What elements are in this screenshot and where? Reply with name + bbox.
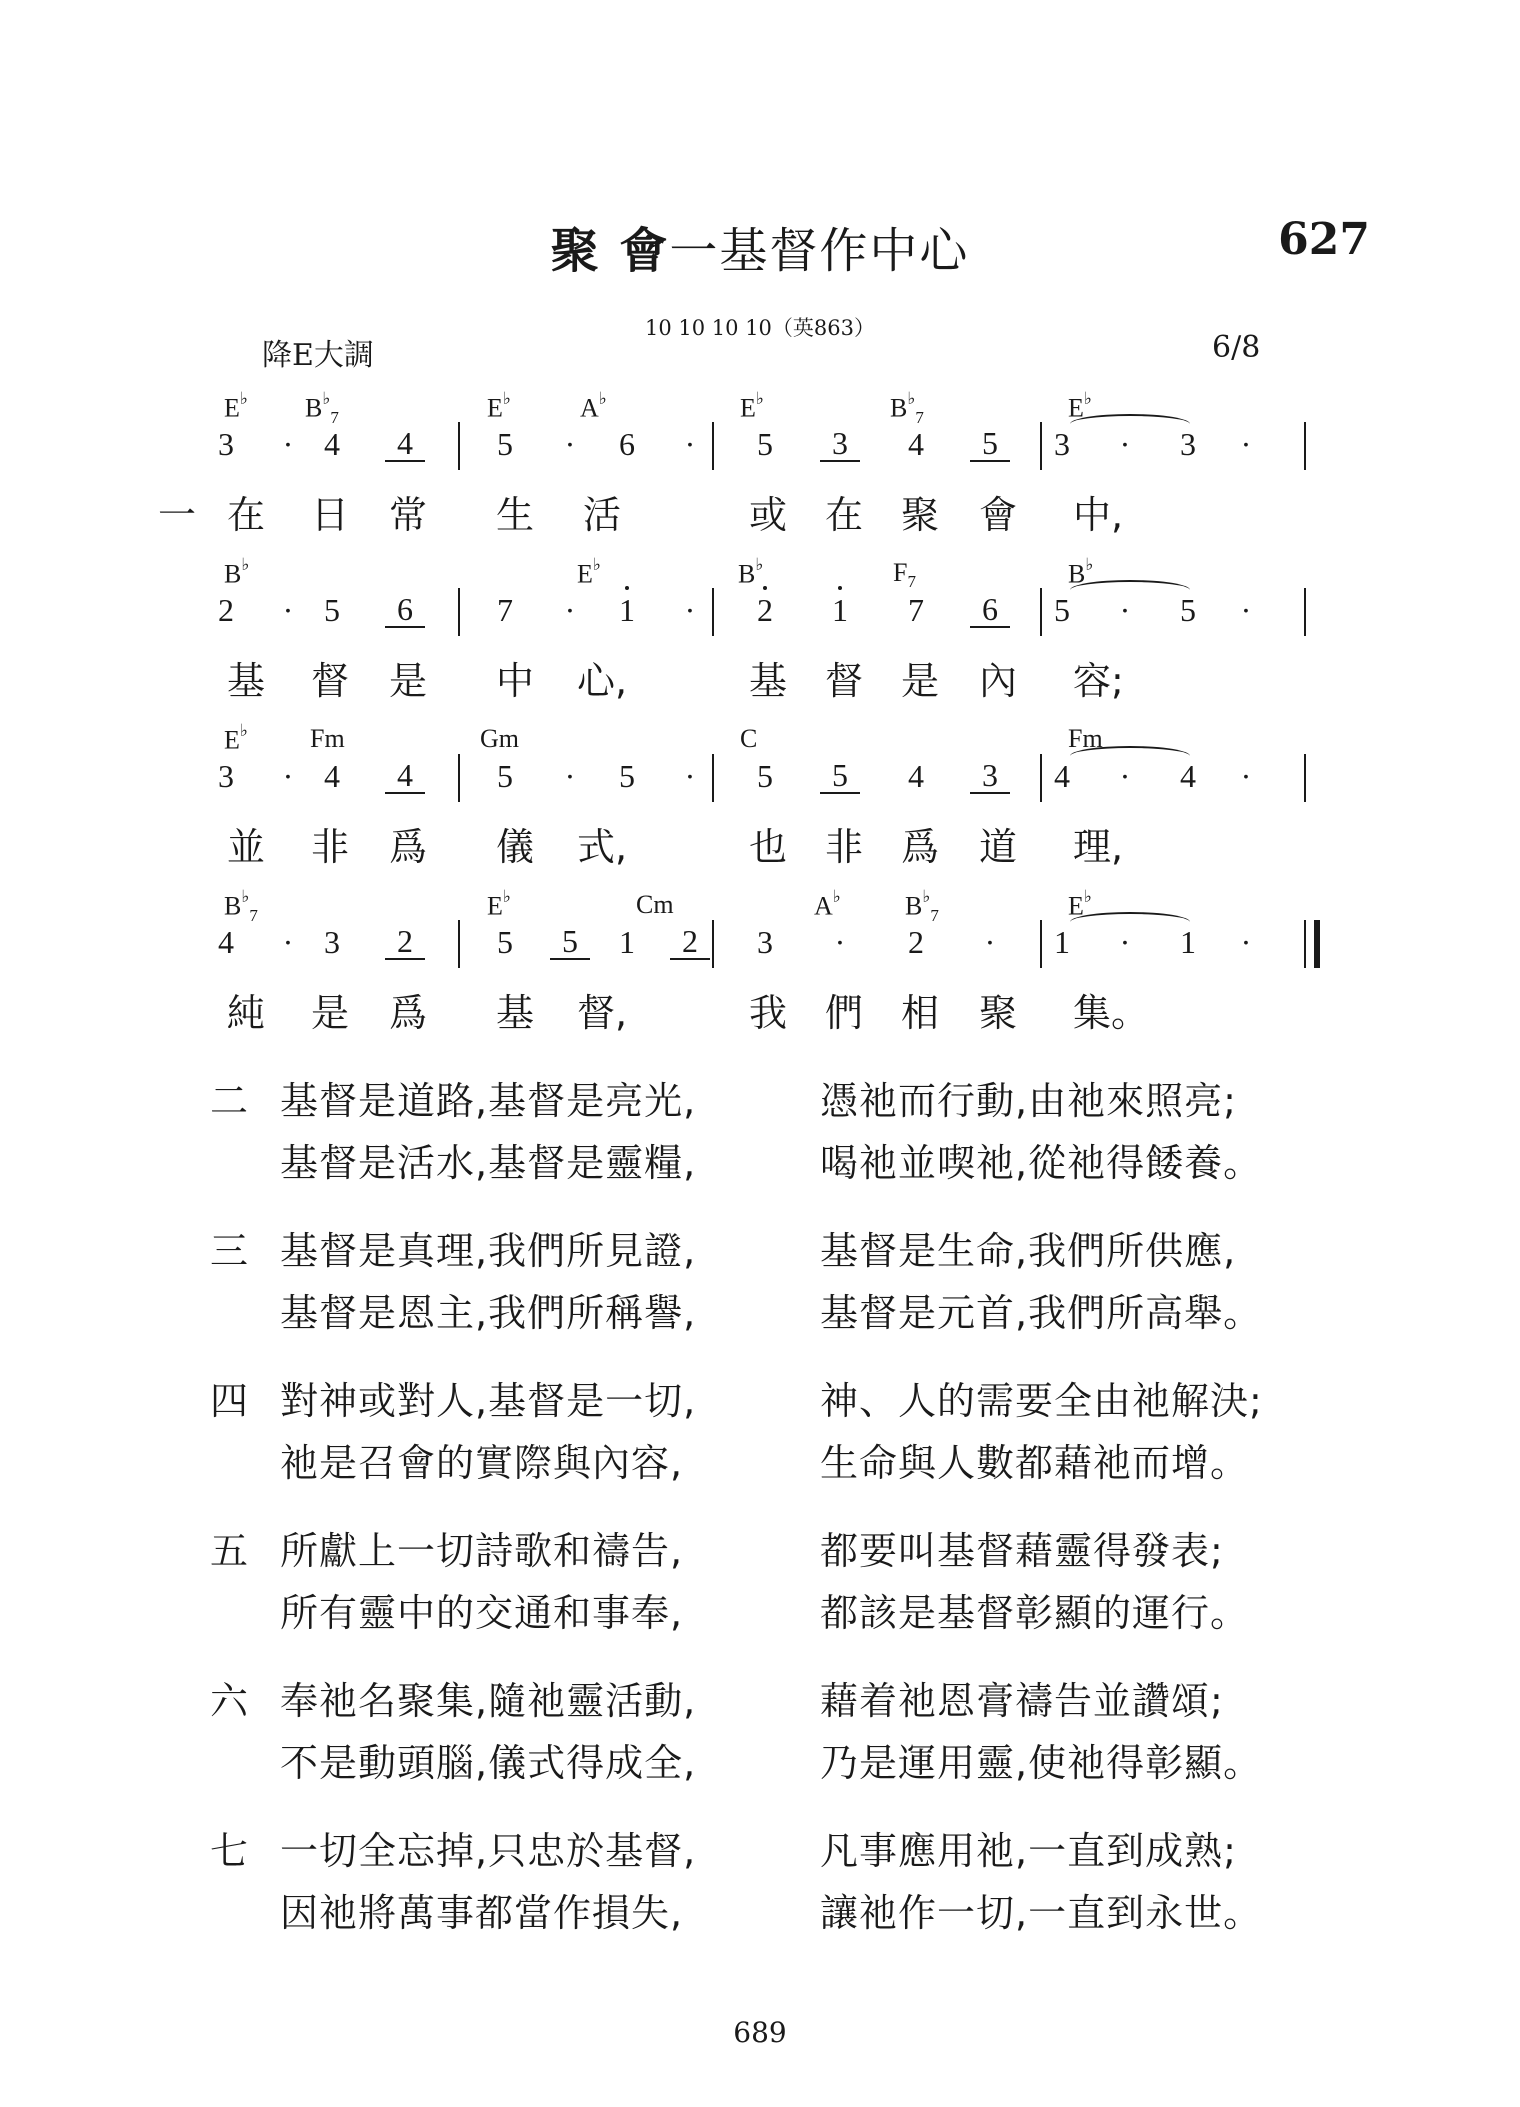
- verse-line-left: 所獻上一切詩歌和禱告,: [280, 1529, 684, 1573]
- verse-number: 一: [158, 493, 197, 537]
- note-number: 5: [970, 426, 1010, 462]
- lyric-syllable: 爲: [900, 825, 939, 869]
- barline: [458, 754, 460, 802]
- verse-line-right: 藉着祂恩膏禱告並讚頌;: [820, 1679, 1224, 1723]
- lyric-syllable: 純: [226, 991, 265, 1035]
- lyric-syllable: 爲: [388, 825, 427, 869]
- note-number: 4: [1180, 758, 1196, 794]
- note-number: 5: [757, 758, 773, 794]
- verse-line-left: 基督是道路,基督是亮光,: [280, 1079, 697, 1123]
- title-sub: 一基督作中心: [669, 223, 970, 279]
- octave-dot: [625, 586, 629, 590]
- note-number: 1: [1180, 924, 1196, 960]
- verse-line-left: 基督是恩主,我們所稱譽,: [280, 1291, 697, 1335]
- lyric-syllable: 在: [226, 493, 265, 537]
- verse-line-left: 不是動頭腦,儀式得成全,: [280, 1741, 697, 1785]
- duration-dot: ·: [1119, 592, 1131, 628]
- hymn-number: 627: [1278, 214, 1370, 265]
- barline: [1304, 754, 1306, 802]
- note-number: 5: [324, 592, 340, 628]
- lyric-syllable: 會: [978, 493, 1017, 537]
- lyric-syllable: 爲: [388, 991, 427, 1035]
- duration-dot: ·: [282, 758, 294, 794]
- chord-symbol: E♭: [487, 389, 511, 423]
- duration-dot: ·: [564, 592, 576, 628]
- verse-line-left: 祂是召會的實際與內容,: [280, 1441, 684, 1485]
- barline: [458, 588, 460, 636]
- verse-line-left: 基督是活水,基督是靈糧,: [280, 1141, 697, 1185]
- lyric-syllable: 基: [748, 659, 787, 703]
- chord-symbol: E♭: [224, 389, 248, 423]
- lyric-syllable: 基: [226, 659, 265, 703]
- verse-number: 三: [210, 1229, 249, 1273]
- verse-line-right: 凡事應用祂,一直到成熟;: [820, 1829, 1237, 1873]
- note-number: 3: [820, 426, 860, 462]
- octave-dot: [763, 586, 767, 590]
- lyric-syllable: 我: [748, 991, 787, 1035]
- verse-line-left: 因祂將萬事都當作損失,: [280, 1891, 684, 1935]
- verse-line-right: 乃是運用靈,使祂得彰顯。: [820, 1741, 1263, 1785]
- lyric-syllable: 理,: [1073, 825, 1124, 869]
- lyric-syllable: 是: [900, 659, 939, 703]
- barline: [712, 754, 714, 802]
- verse-number: 七: [210, 1829, 249, 1873]
- chord-symbol: E♭: [487, 887, 511, 921]
- duration-dot: ·: [282, 924, 294, 960]
- chord-symbol: E♭: [1068, 389, 1092, 423]
- note-number: 5: [1180, 592, 1196, 628]
- barline: [1040, 588, 1042, 636]
- note-number: 6: [619, 426, 635, 462]
- note-number: 7: [497, 592, 513, 628]
- verse-line-left: 對神或對人,基督是一切,: [280, 1379, 697, 1423]
- chord-symbol: A♭: [814, 887, 841, 921]
- lyric-syllable: 非: [310, 825, 349, 869]
- duration-dot: ·: [1240, 924, 1252, 960]
- duration-dot: ·: [1240, 758, 1252, 794]
- meter: 10 10 10 10（英863）: [645, 316, 875, 340]
- note-number: 2: [385, 924, 425, 960]
- note-number: 3: [218, 758, 234, 794]
- verse-number: 四: [210, 1379, 249, 1423]
- final-barline-thick: [1314, 920, 1320, 968]
- note-number: 5: [550, 924, 590, 960]
- barline: [712, 588, 714, 636]
- verse-line-right: 讓祂作一切,一直到永世。: [820, 1891, 1263, 1935]
- chord-symbol: $F_7$: [893, 558, 916, 592]
- barline: [1304, 422, 1306, 470]
- barline: [712, 422, 714, 470]
- chord-symbol: $B^♭_7$: [224, 887, 258, 925]
- duration-dot: ·: [1119, 758, 1131, 794]
- note-number: 4: [385, 426, 425, 462]
- note-number: 3: [757, 924, 773, 960]
- note-number: 3: [1180, 426, 1196, 462]
- lyric-syllable: 常: [388, 493, 427, 537]
- note-number: 1: [607, 592, 647, 629]
- barline: [458, 920, 460, 968]
- duration-dot: ·: [1119, 924, 1131, 960]
- lyric-syllable: 中,: [1073, 493, 1124, 537]
- lyric-syllable: 生: [495, 493, 534, 537]
- note-number: 6: [385, 592, 425, 628]
- verse-line-right: 基督是生命,我們所供應,: [820, 1229, 1237, 1273]
- lyric-syllable: 督: [824, 659, 863, 703]
- lyric-syllable: 督,: [577, 991, 628, 1035]
- duration-dot: ·: [1240, 592, 1252, 628]
- note-number: 4: [908, 426, 924, 462]
- verse-number: 五: [210, 1529, 249, 1573]
- verse-line-right: 神、人的需要全由祂解決;: [820, 1379, 1263, 1423]
- note-number: 4: [324, 426, 340, 462]
- verse-line-left: 奉祂名聚集,隨祂靈活動,: [280, 1679, 697, 1723]
- note-number: 1: [1054, 924, 1070, 960]
- title-main: 聚 會: [550, 223, 670, 279]
- lyric-syllable: 儀: [495, 825, 534, 869]
- verse-line-right: 生命與人數都藉祂而增。: [820, 1441, 1250, 1485]
- barline: [458, 422, 460, 470]
- lyric-syllable: 是: [310, 991, 349, 1035]
- note-number: 3: [970, 758, 1010, 794]
- verse-line-left: 一切全忘掉,只忠於基督,: [280, 1829, 697, 1873]
- lyric-syllable: 或: [748, 493, 787, 537]
- duration-dot: ·: [684, 426, 696, 462]
- lyric-syllable: 基: [495, 991, 534, 1035]
- final-barline: [1304, 920, 1306, 968]
- note-number: 5: [820, 758, 860, 794]
- note-number: 4: [385, 758, 425, 794]
- duration-dot: ·: [1119, 426, 1131, 462]
- duration-dot: ·: [282, 592, 294, 628]
- note-number: 2: [218, 592, 234, 628]
- lyric-syllable: 內: [978, 659, 1017, 703]
- verse-line-left: 基督是真理,我們所見證,: [280, 1229, 697, 1273]
- chord-symbol: E♭: [577, 555, 601, 589]
- chord-symbol: Fm: [310, 724, 345, 753]
- note-number: 5: [497, 924, 513, 960]
- note-number: 2: [745, 592, 785, 629]
- lyric-syllable: 集。: [1073, 991, 1150, 1035]
- lyric-syllable: 容;: [1073, 659, 1124, 703]
- note-number: 5: [1054, 592, 1070, 628]
- note-number: 1: [619, 924, 635, 960]
- note-number: 5: [757, 426, 773, 462]
- barline: [1040, 422, 1042, 470]
- chord-symbol: E♭: [740, 389, 764, 423]
- verse-line-right: 都該是基督彰顯的運行。: [820, 1591, 1250, 1635]
- lyric-syllable: 們: [824, 991, 863, 1035]
- barline: [712, 920, 714, 968]
- note-number: 7: [908, 592, 924, 628]
- lyric-syllable: 也: [748, 825, 787, 869]
- key-signature: 降E大調: [262, 338, 374, 373]
- lyric-syllable: 相: [900, 991, 939, 1035]
- note-number: 5: [497, 426, 513, 462]
- chord-symbol: Fm: [1068, 724, 1103, 753]
- chord-symbol: $B^♭_7$: [305, 389, 339, 427]
- note-number: 1: [820, 592, 860, 629]
- chord-symbol: $B^♭_7$: [890, 389, 924, 427]
- verse-line-right: 基督是元首,我們所高舉。: [820, 1291, 1263, 1335]
- duration-dot: ·: [834, 924, 846, 960]
- lyric-syllable: 是: [388, 659, 427, 703]
- duration-dot: ·: [564, 758, 576, 794]
- note-number: 6: [970, 592, 1010, 628]
- chord-symbol: B♭: [1068, 555, 1094, 589]
- note-number: 5: [619, 758, 635, 794]
- chord-symbol: $B^♭_7$: [905, 887, 939, 925]
- note-number: 2: [908, 924, 924, 960]
- lyric-syllable: 式,: [577, 825, 628, 869]
- duration-dot: ·: [282, 426, 294, 462]
- lyric-syllable: 中: [495, 659, 534, 703]
- chord-symbol: C: [740, 724, 758, 753]
- duration-dot: ·: [1240, 426, 1252, 462]
- chord-symbol: E♭: [1068, 887, 1092, 921]
- note-number: 4: [324, 758, 340, 794]
- lyric-syllable: 道: [978, 825, 1017, 869]
- duration-dot: ·: [564, 426, 576, 462]
- verse-line-left: 所有靈中的交通和事奉,: [280, 1591, 684, 1635]
- chord-symbol: B♭: [738, 555, 764, 589]
- lyric-syllable: 心,: [577, 659, 628, 703]
- verse-line-right: 喝祂並喫祂,從祂得餧養。: [820, 1141, 1263, 1185]
- page-number: 689: [733, 2016, 787, 2049]
- verse-line-right: 都要叫基督藉靈得發表;: [820, 1529, 1224, 1573]
- note-number: 3: [1054, 426, 1070, 462]
- chord-symbol: Cm: [636, 890, 674, 919]
- note-number: 2: [670, 924, 710, 960]
- barline: [1040, 920, 1042, 968]
- lyric-syllable: 在: [824, 493, 863, 537]
- duration-dot: ·: [984, 924, 996, 960]
- lyric-syllable: 日: [310, 493, 349, 537]
- verse-number: 二: [210, 1079, 249, 1123]
- lyric-syllable: 非: [824, 825, 863, 869]
- lyric-syllable: 督: [310, 659, 349, 703]
- verse-line-right: 憑祂而行動,由祂來照亮;: [820, 1079, 1237, 1123]
- note-number: 5: [497, 758, 513, 794]
- lyric-syllable: 聚: [978, 991, 1017, 1035]
- verse-number: 六: [210, 1679, 249, 1723]
- note-number: 3: [324, 924, 340, 960]
- barline: [1040, 754, 1042, 802]
- lyric-syllable: 聚: [900, 493, 939, 537]
- time-signature: 6/8: [1212, 330, 1261, 365]
- chord-symbol: A♭: [580, 389, 607, 423]
- octave-dot: [838, 586, 842, 590]
- chord-symbol: Gm: [480, 724, 519, 753]
- chord-symbol: E♭: [224, 721, 248, 755]
- note-number: 4: [1054, 758, 1070, 794]
- barline: [1304, 588, 1306, 636]
- note-number: 4: [908, 758, 924, 794]
- note-number: 4: [218, 924, 234, 960]
- lyric-syllable: 活: [582, 493, 621, 537]
- note-number: 3: [218, 426, 234, 462]
- lyric-syllable: 並: [226, 825, 265, 869]
- chord-symbol: B♭: [224, 555, 250, 589]
- duration-dot: ·: [684, 592, 696, 628]
- duration-dot: ·: [684, 758, 696, 794]
